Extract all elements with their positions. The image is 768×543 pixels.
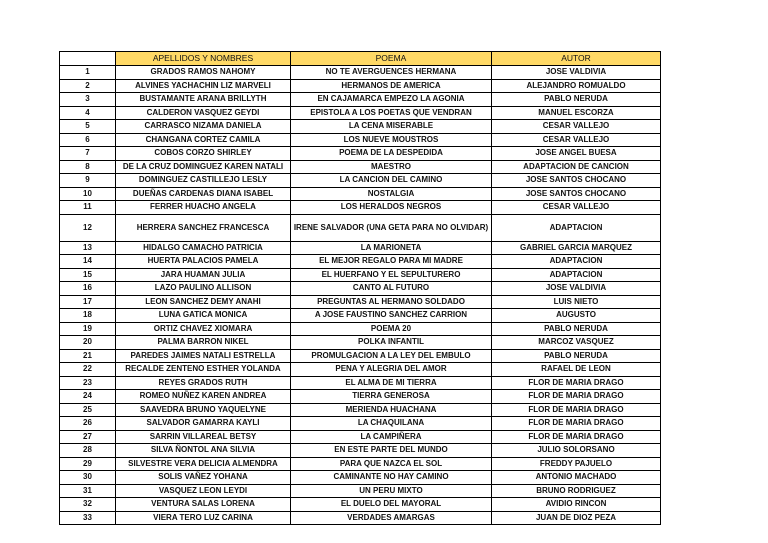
student-name-cell[interactable]: CALDERON VASQUEZ GEYDI [116,106,291,120]
header-author[interactable]: AUTOR [492,52,661,66]
row-number-cell[interactable]: 32 [60,498,116,512]
table-row [60,187,661,201]
table-row [60,214,661,241]
author-cell[interactable]: AUGUSTO [492,309,661,323]
author-cell[interactable]: ADAPTACION [492,255,661,269]
student-name-cell[interactable]: SALVADOR GAMARRA KAYLI [116,417,291,431]
row-number-cell[interactable]: 28 [60,444,116,458]
author-cell[interactable]: CESAR VALLEJO [492,120,661,134]
row-number-cell[interactable]: 12 [60,214,116,241]
author-cell[interactable]: CESAR VALLEJO [492,201,661,215]
row-number-cell[interactable]: 14 [60,255,116,269]
row-number-cell[interactable]: 9 [60,174,116,188]
author-cell[interactable]: PABLO NERUDA [492,349,661,363]
poem-cell[interactable]: LOS HERALDOS NEGROS [291,201,492,215]
poem-cell[interactable]: UN PERU MIXTO [291,484,492,498]
author-cell[interactable]: JOSE SANTOS CHOCANO [492,187,661,201]
poem-cell[interactable]: EN CAJAMARCA EMPEZO LA AGONIA [291,93,492,107]
student-name-cell[interactable]: SAAVEDRA BRUNO YAQUELYNE [116,403,291,417]
row-number-cell[interactable]: 1 [60,66,116,80]
table-row [60,106,661,120]
table-row [60,471,661,485]
row-number-cell[interactable]: 21 [60,349,116,363]
author-cell[interactable]: FLOR DE MARIA DRAGO [492,390,661,404]
author-cell[interactable]: JOSE ANGEL BUESA [492,147,661,161]
author-cell[interactable]: ADAPTACION [492,268,661,282]
student-name-cell[interactable]: SILVESTRE VERA DELICIA ALMENDRA [116,457,291,471]
author-cell[interactable]: JUAN DE DIOZ PEZA [492,511,661,525]
table-row [60,160,661,174]
students-table [59,51,661,525]
table-row [60,201,661,215]
row-number-cell[interactable]: 31 [60,484,116,498]
student-name-cell[interactable]: RECALDE ZENTENO ESTHER YOLANDA [116,363,291,377]
poem-cell[interactable]: LA CHAQUILANA [291,417,492,431]
author-cell[interactable]: MANUEL ESCORZA [492,106,661,120]
student-name-cell[interactable]: SARRIN VILLAREAL BETSY [116,430,291,444]
poem-cell[interactable]: POLKA INFANTIL [291,336,492,350]
poem-cell[interactable]: EL DUELO DEL MAYORAL [291,498,492,512]
table-row [60,498,661,512]
student-name-cell[interactable]: ORTIZ CHAVEZ XIOMARA [116,322,291,336]
student-name-cell[interactable]: DUEÑAS CARDENAS DIANA ISABEL [116,187,291,201]
poem-cell[interactable]: EL ALMA DE MI TIERRA [291,376,492,390]
table-row [60,147,661,161]
table-row [60,376,661,390]
student-name-cell[interactable]: HIDALGO CAMACHO PATRICIA [116,241,291,255]
student-name-cell[interactable]: LEON SANCHEZ DEMY ANAHI [116,295,291,309]
row-number-cell[interactable]: 30 [60,471,116,485]
header-number[interactable] [60,52,116,66]
row-number-cell[interactable]: 18 [60,309,116,323]
table-row [60,484,661,498]
author-cell[interactable]: GABRIEL GARCIA MARQUEZ [492,241,661,255]
student-name-cell[interactable]: HERRERA SANCHEZ FRANCESCA [116,214,291,241]
row-number-cell[interactable]: 23 [60,376,116,390]
poem-cell[interactable]: POEMA DE LA DESPEDIDA [291,147,492,161]
table-body [60,66,661,525]
row-number-cell[interactable]: 17 [60,295,116,309]
table-row [60,444,661,458]
row-number-cell[interactable]: 22 [60,363,116,377]
poem-cell[interactable]: PREGUNTAS AL HERMANO SOLDADO [291,295,492,309]
row-number-cell[interactable]: 6 [60,133,116,147]
poem-cell[interactable]: EN ESTE PARTE DEL MUNDO [291,444,492,458]
student-name-cell[interactable]: REYES GRADOS RUTH [116,376,291,390]
row-number-cell[interactable]: 26 [60,417,116,431]
student-name-cell[interactable]: HUERTA PALACIOS PAMELA [116,255,291,269]
poem-cell[interactable]: NO TE AVERGUENCES HERMANA [291,66,492,80]
row-number-cell[interactable]: 8 [60,160,116,174]
spreadsheet [59,51,661,525]
table-row [60,349,661,363]
author-cell[interactable]: JOSE VALDIVIA [492,282,661,296]
student-name-cell[interactable]: GRADOS RAMOS NAHOMY [116,66,291,80]
student-name-cell[interactable]: PALMA BARRON NIKEL [116,336,291,350]
student-name-cell[interactable]: COBOS CORZO SHIRLEY [116,147,291,161]
author-cell[interactable]: JOSE VALDIVIA [492,66,661,80]
author-cell[interactable]: MARCOZ VASQUEZ [492,336,661,350]
poem-cell[interactable]: NOSTALGIA [291,187,492,201]
row-number-cell[interactable]: 33 [60,511,116,525]
poem-cell[interactable]: EL HUERFANO Y EL SEPULTURERO [291,268,492,282]
table-row [60,403,661,417]
row-number-cell[interactable]: 16 [60,282,116,296]
row-number-cell[interactable]: 25 [60,403,116,417]
header-row [60,52,661,66]
poem-cell[interactable]: PROMULGACION A LA LEY DEL EMBULO [291,349,492,363]
author-cell[interactable]: JOSE SANTOS CHOCANO [492,174,661,188]
row-number-cell[interactable]: 5 [60,120,116,134]
row-number-cell[interactable]: 19 [60,322,116,336]
student-name-cell[interactable]: DE LA CRUZ DOMINGUEZ KAREN NATALI [116,160,291,174]
author-cell[interactable]: JULIO SOLORSANO [492,444,661,458]
poem-cell[interactable]: A JOSE FAUSTINO SANCHEZ CARRION [291,309,492,323]
poem-cell[interactable]: LA CAMPIÑERA [291,430,492,444]
row-number-cell[interactable]: 4 [60,106,116,120]
author-cell[interactable]: ALEJANDRO ROMUALDO [492,79,661,93]
header-poem[interactable]: POEMA [291,52,492,66]
author-cell[interactable]: ADAPTACION [492,214,661,241]
poem-cell[interactable]: MAESTRO [291,160,492,174]
poem-cell[interactable]: LOS NUEVE MOUSTROS [291,133,492,147]
author-cell[interactable]: FLOR DE MARIA DRAGO [492,376,661,390]
poem-cell[interactable]: MERIENDA HUACHANA [291,403,492,417]
row-number-cell[interactable]: 11 [60,201,116,215]
author-cell[interactable]: FREDDY PAJUELO [492,457,661,471]
table-row [60,430,661,444]
student-name-cell[interactable]: CARRASCO NIZAMA DANIELA [116,120,291,134]
student-name-cell[interactable]: LAZO PAULINO ALLISON [116,282,291,296]
header-names[interactable]: APELLIDOS Y NOMBRES [116,52,291,66]
author-cell[interactable]: ADAPTACION DE CANCION [492,160,661,174]
poem-cell[interactable]: VERDADES AMARGAS [291,511,492,525]
poem-cell[interactable]: TIERRA GENEROSA [291,390,492,404]
table-row [60,93,661,107]
student-name-cell[interactable]: BUSTAMANTE ARANA BRILLYTH [116,93,291,107]
poem-cell[interactable]: POEMA 20 [291,322,492,336]
row-number-cell[interactable]: 10 [60,187,116,201]
row-number-cell[interactable]: 13 [60,241,116,255]
poem-cell[interactable]: HERMANOS DE AMERICA [291,79,492,93]
author-cell[interactable]: CESAR VALLEJO [492,133,661,147]
table-row [60,268,661,282]
author-cell[interactable]: PABLO NERUDA [492,93,661,107]
student-name-cell[interactable]: CHANGANA CORTEZ CAMILA [116,133,291,147]
row-number-cell[interactable]: 2 [60,79,116,93]
table-row [60,363,661,377]
poem-cell[interactable]: PARA QUE NAZCA EL SOL [291,457,492,471]
student-name-cell[interactable]: PAREDES JAIMES NATALI ESTRELLA [116,349,291,363]
poem-cell[interactable]: LA MARIONETA [291,241,492,255]
table-row [60,309,661,323]
poem-cell[interactable]: CAMINANTE NO HAY CAMINO [291,471,492,485]
poem-cell[interactable]: EL MEJOR REGALO PARA MI MADRE [291,255,492,269]
table-row [60,322,661,336]
student-name-cell[interactable]: SOLIS VAÑEZ YOHANA [116,471,291,485]
table-row [60,295,661,309]
table-row [60,390,661,404]
poem-cell[interactable]: EPISTOLA A LOS POETAS QUE VENDRAN [291,106,492,120]
author-cell[interactable]: ANTONIO MACHADO [492,471,661,485]
table-row [60,457,661,471]
author-cell[interactable]: FLOR DE MARIA DRAGO [492,430,661,444]
poem-cell[interactable]: LA CANCION DEL CAMINO [291,174,492,188]
poem-cell[interactable]: PENA Y ALEGRIA DEL AMOR [291,363,492,377]
row-number-cell[interactable]: 7 [60,147,116,161]
author-cell[interactable]: LUIS NIETO [492,295,661,309]
poem-cell[interactable]: CANTO AL FUTURO [291,282,492,296]
student-name-cell[interactable]: LUNA GATICA MONICA [116,309,291,323]
row-number-cell[interactable]: 24 [60,390,116,404]
row-number-cell[interactable]: 20 [60,336,116,350]
author-cell[interactable]: AVIDIO RINCON [492,498,661,512]
table-row [60,120,661,134]
author-cell[interactable]: RAFAEL DE LEON [492,363,661,377]
table-row [60,336,661,350]
table-row [60,174,661,188]
author-cell[interactable]: PABLO NERUDA [492,322,661,336]
author-cell[interactable]: FLOR DE MARIA DRAGO [492,403,661,417]
student-name-cell[interactable]: VASQUEZ LEON LEYDI [116,484,291,498]
author-cell[interactable]: FLOR DE MARIA DRAGO [492,417,661,431]
row-number-cell[interactable]: 3 [60,93,116,107]
table-row [60,282,661,296]
poem-cell[interactable]: IRENE SALVADOR (UNA GETA PARA NO OLVIDAR) [291,214,492,241]
table-row [60,79,661,93]
table-row [60,417,661,431]
student-name-cell[interactable]: ALVINES YACHACHIN LIZ MARVELI [116,79,291,93]
table-row [60,133,661,147]
student-name-cell[interactable]: VIERA TERO LUZ CARINA [116,511,291,525]
row-number-cell[interactable]: 29 [60,457,116,471]
table-row [60,511,661,525]
student-name-cell[interactable]: FERRER HUACHO ANGELA [116,201,291,215]
poem-cell[interactable]: LA CENA MISERABLE [291,120,492,134]
table-row [60,255,661,269]
student-name-cell[interactable]: DOMINGUEZ CASTILLEJO LESLY [116,174,291,188]
student-name-cell[interactable]: JARA HUAMAN JULIA [116,268,291,282]
author-cell[interactable]: BRUNO RODRIGUEZ [492,484,661,498]
row-number-cell[interactable]: 15 [60,268,116,282]
student-name-cell[interactable]: VENTURA SALAS LORENA [116,498,291,512]
student-name-cell[interactable]: SILVA ÑONTOL ANA SILVIA [116,444,291,458]
row-number-cell[interactable]: 27 [60,430,116,444]
table-row [60,66,661,80]
table-row [60,241,661,255]
student-name-cell[interactable]: ROMEO NUÑEZ KAREN ANDREA [116,390,291,404]
